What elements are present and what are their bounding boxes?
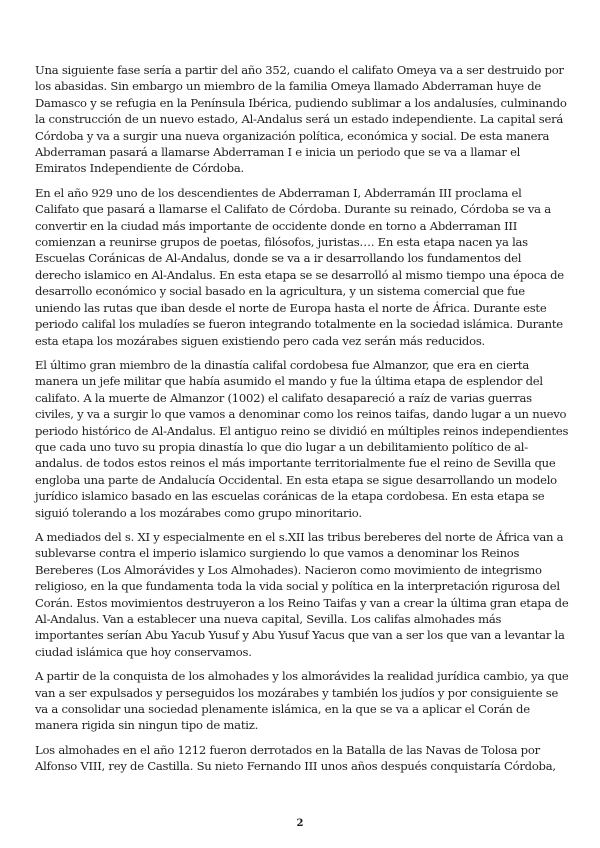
page-number: 2 [296, 818, 304, 829]
paragraph-islamic-society: A partir de la conquista de los almohades y los almorávides la realidad jurídica cambio, ya que van a ser expulsados y perseguidos los mozárabes y también los judíos y por consiguiente se va a consolidar una sociedad plenamente islámica, en la que se va a aplicar el Corán de manera rigida sin ningun tipo de matiz. [35, 669, 569, 733]
paragraph-almanzor-taifas: El último gran miembro de la dinastía califal cordobesa fue Almanzor, que era en cierta manera un jefe militar que había asumido el mando y fue la última etapa de esplendor del califato. A la muerte de Almanzor (1002) el califato desapareció a raíz de varias guerras civiles, y va a surgir lo que vamos a denominar como los reinos taifas, dando lugar a un nuevo periodo histórico de Al-Andalus. El antiguo reino se dividió en múltiples reinos independientes que cada uno tuvo su propia dinastía lo que dio lugar a un debilitamiento político de al-andalus. de todos estos reinos el más importante territorialmente fue el reino de Sevilla que engloba una parte de Andalucía Occidental. En esta etapa se sigue desarrollando un modelo jurídico islamico basado en las escuelas coránicas de la etapa cordobesa. En esta etapa se siguió tolerando a los mozárabes como grupo minoritario. [35, 357, 569, 520]
document-body [35, 62, 569, 783]
paragraph-caliphate-cordoba: En el año 929 uno de los descendientes de Abderraman I, Abderramán III proclama el Califato que pasará a llamarse el Califato de Córdoba. Durante su reinado, Córdoba se va a convertir en la ciudad más importante de occidente donde en torno a Abderraman III comienzan a reunirse grupos de poetas, filósofos, juristas…. En esta etapa nacen ya las Escuelas Coránicas de Al-Andalus, donde se va a ir desarrollando los fundamentos del derecho islamico en Al-Andalus. En esta etapa se se desarrolló al mismo tiempo una época de desarrollo económico y social basado en la agricultura, y un sistema comercial que fue uniendo las rutas que iban desde el norte de Europa hasta el norte de África. Durante este periodo califal los muladíes se fueron integrando totalmente en la sociedad islámica. Durante esta etapa los mozárabes siguen existiendo pero cada vez serán más reducidos. [35, 185, 564, 348]
paragraph-omeya-emirate: Una siguiente fase sería a partir del año 352, cuando el califato Omeya va a ser destruido por los abasidas. Sin embargo un miembro de la familia Omeya llamado Abderraman huye de Damasco y se refugia en la Península Ibérica, pudiendo sublimar a los andalusíes, culminando la construcción de un nuevo estado, Al-Andalus será un estado independiente. La capital será Córdoba y va a surgir una nueva organización política, económica y social. De esta manera Abderraman pasará a llamarse Abderraman I e inicia un periodo que se va a llamar el Emiratos Independiente de Córdoba. [35, 63, 567, 176]
paragraph-navas-de-tolosa: Los almohades en el año 1212 fueron derrotados en la Batalla de las Navas de Tolosa por Alfonso VIII, rey de Castilla. Su nieto Fernando III unos años después conquistaría Córdoba, [35, 742, 556, 774]
paragraph-berber-kingdoms: A mediados del s. XI y especialmente en el s.XII las tribus bereberes del norte de África van a sublevarse contra el imperio islamico surgiendo lo que vamos a denominar los Reinos Bereberes (Los Almorávides y Los Almohades). Nacieron como movimiento de integrismo religioso, en la que fundamenta toda la vida social y política en la interpretación rigurosa del Corán. Estos movimientos destruyeron a los Reino Taifas y van a crear la última gran etapa de Al-Andalus. Van a establecer una nueva capital, Sevilla. Los califas almohades más importantes serían Abu Yacub Yusuf y Abu Yusuf Yacus que van a ser los que van a levantar la ciudad islámica que hoy conservamos. [35, 529, 569, 659]
